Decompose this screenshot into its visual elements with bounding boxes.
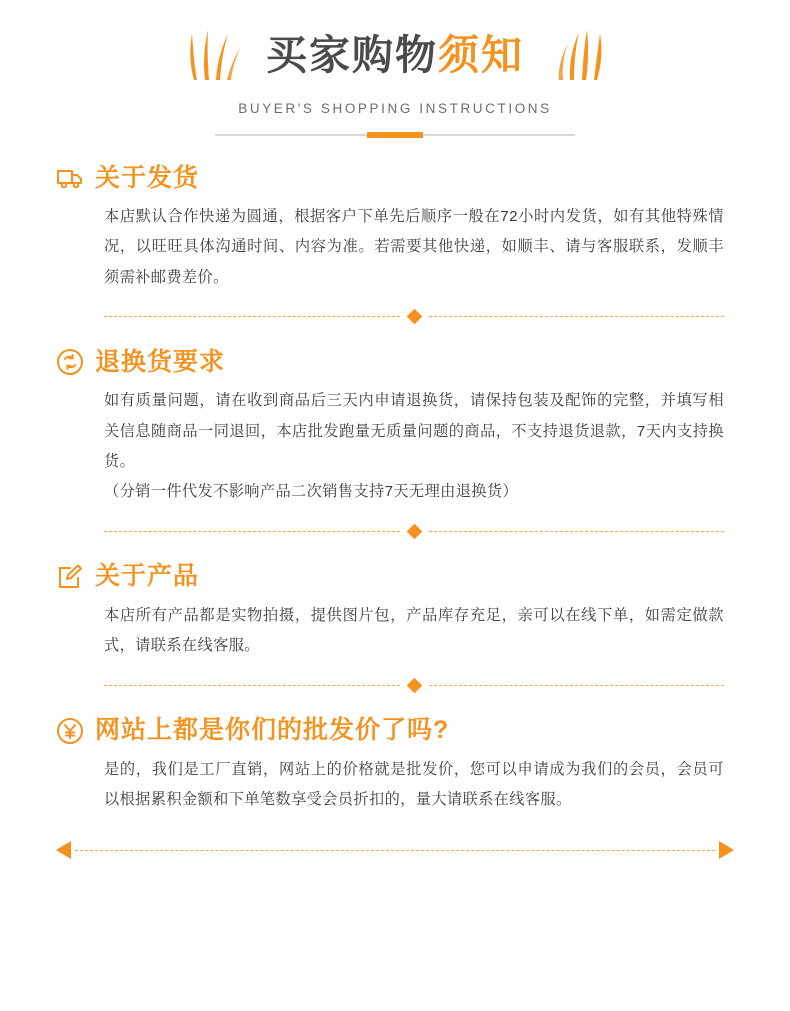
grass-left-icon [180, 22, 240, 89]
edit-note-icon [56, 563, 84, 591]
divider-line-right [423, 134, 575, 136]
separator-dash-left [104, 685, 400, 686]
section-paragraph: 本店所有产品都是实物拍摄，提供图片包，产品库存充足，亲可以在线下单，如需定做款式，请联系在线客服。 [104, 606, 724, 655]
section-header [56, 717, 734, 745]
separator-dash-right [429, 685, 725, 686]
content-area [0, 164, 790, 815]
arrow-left-icon [56, 841, 71, 859]
footer-divider [0, 841, 790, 859]
divider-line-left [215, 134, 367, 136]
divider-accent-block [367, 132, 423, 138]
section-products [56, 563, 734, 691]
footer-dash [75, 850, 715, 851]
page-title-part2: 须知 [438, 31, 524, 78]
section-body [56, 202, 734, 293]
separator-dash-left [104, 531, 400, 532]
page-title-part1: 买家购物 [266, 31, 438, 78]
yen-coin-icon [56, 717, 84, 745]
separator-diamond [406, 309, 422, 325]
section-separator [56, 680, 734, 691]
section-shipping [56, 164, 734, 322]
section-paragraph-note: （分销一件代发不影响产品二次销售支持7天无理由退换货） [104, 483, 519, 501]
section-body [56, 386, 734, 508]
section-title: 关于产品 [95, 562, 200, 591]
page-title [266, 33, 524, 78]
section-title: 退换货要求 [95, 347, 226, 376]
header-divider [0, 132, 790, 138]
section-header [56, 348, 734, 376]
section-header [56, 164, 734, 192]
section-body [56, 601, 734, 662]
section-paragraph: 如有质量问题，请在收到商品后三天内申请退换货，请保持包装及配饰的完整，并填写相关信息随商品一同退回，本店批发跑量无质量问题的商品，不支持退货退款，7天内支持换货。 [104, 392, 724, 471]
refresh-arrows-icon [56, 348, 84, 376]
grass-right-icon [550, 22, 610, 89]
section-returns [56, 348, 734, 537]
section-separator [56, 311, 734, 322]
title-row [0, 22, 790, 89]
arrow-right-icon [719, 841, 734, 859]
truck-icon [56, 164, 84, 192]
section-separator [56, 526, 734, 537]
page-header [0, 0, 790, 138]
section-body [56, 755, 734, 816]
section-header [56, 563, 734, 591]
separator-diamond [406, 677, 422, 693]
section-wholesale-price [56, 717, 734, 816]
separator-dash-right [429, 316, 725, 317]
section-title: 网站上都是你们的批发价了吗? [95, 716, 450, 745]
section-title: 关于发货 [95, 163, 200, 192]
separator-dash-left [104, 316, 400, 317]
separator-dash-right [429, 531, 725, 532]
page-subtitle: BUYER'S SHOPPING INSTRUCTIONS [238, 101, 552, 116]
section-paragraph: 是的，我们是工厂直销，网站上的价格就是批发价，您可以申请成为我们的会员，会员可以根据累积金额和下单笔数享受会员折扣的，量大请联系在线客服。 [104, 760, 724, 809]
section-paragraph: 本店默认合作快递为圆通，根据客户下单先后顺序一般在72小时内发货，如有其他特殊情况，以旺旺具体沟通时间、内容为准。若需要其他快递，如顺丰、请与客服联系，发顺丰须需补邮费差价。 [104, 208, 724, 286]
separator-diamond [406, 524, 422, 540]
